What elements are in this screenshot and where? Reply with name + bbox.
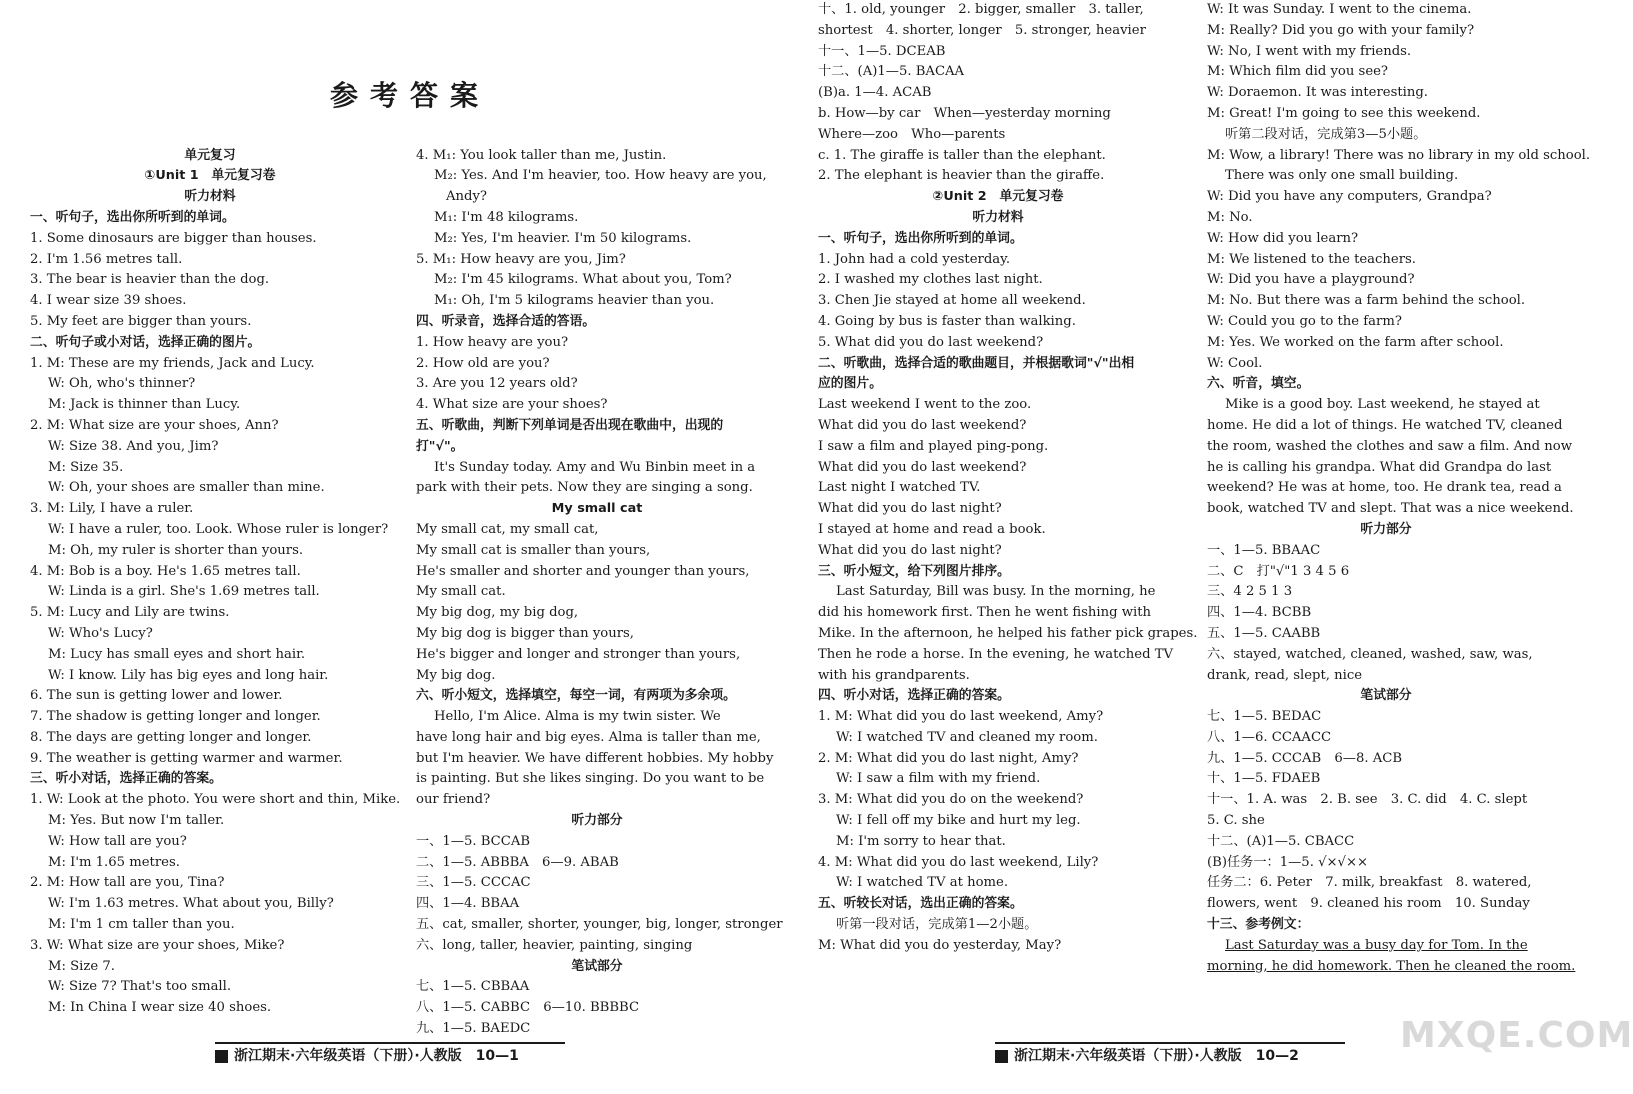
text-line: M: I'm 1.65 metres. [48, 854, 180, 870]
text-line: 听力部分 [571, 813, 623, 829]
answer-column-4 [1207, 0, 1591, 977]
text-line: 7. The shadow is getting longer and longer. [30, 709, 321, 725]
text-line: shortest 4. shorter, longer 5. stronger, heavier [818, 22, 1146, 38]
text-line: (B)任务一：1—5. √×√×× [1207, 854, 1369, 870]
answer-column-3 [818, 0, 1198, 957]
footer-text: 浙江期末·六年级英语（下册）·人教版 10—2 [1014, 1048, 1299, 1064]
text-line: 8. The days are getting longer and longer. [30, 729, 312, 745]
text-line: with his grandparents. [818, 667, 970, 683]
text-line: Last weekend I went to the zoo. [818, 397, 1032, 413]
text-line: 十、1. old, younger 2. bigger, smaller 3. taller, [818, 2, 1144, 17]
text-line: 二、C 打"√"1 3 4 5 6 [1207, 563, 1350, 579]
text-line: 4. M₁: You look taller than me, Justin. [416, 147, 667, 163]
text-line: 六、stayed, watched, cleaned, washed, saw, was, [1207, 646, 1533, 662]
text-line: 5. What did you do last weekend? [818, 334, 1044, 350]
text-line: 十二、(A)1—5. CBACC [1207, 833, 1355, 849]
text-line: 4. What size are your shoes? [416, 397, 608, 413]
text-line: W: Doraemon. It was interesting. [1207, 85, 1428, 101]
text-line: W: Oh, who's thinner? [48, 376, 196, 392]
text-line: 十一、1—5. DCEAB [818, 43, 946, 59]
text-line: home. He did a lot of things. He watched TV, cleaned [1207, 417, 1563, 433]
text-line: 四、1—4. BCBB [1207, 605, 1312, 621]
text-line: 一、听句子，选出你所听到的单词。 [818, 230, 1023, 246]
text-line: 1. M: These are my friends, Jack and Lucy. [30, 355, 315, 371]
text-line: W: Did you have any computers, Grandpa? [1207, 189, 1492, 205]
text-line: 2. M: What did you do last night, Amy? [818, 750, 1079, 766]
text-line: 十三、参考例文： [1207, 917, 1310, 933]
text-line: M: I'm sorry to hear that. [836, 833, 1006, 849]
text-line: 十、1—5. FDAEB [1207, 771, 1321, 787]
text-line: 1. Some dinosaurs are bigger than houses. [30, 230, 317, 246]
text-line: 听力材料 [972, 209, 1024, 225]
text-line: M: What did you do yesterday, May? [818, 937, 1062, 953]
text-line: 打"√"。 [416, 438, 464, 454]
text-line: 4. Going by bus is faster than walking. [818, 313, 1076, 329]
text-line: 4. I wear size 39 shoes. [30, 293, 187, 309]
text-line: M: Which film did you see? [1207, 64, 1388, 80]
text-line: W: Could you go to the farm? [1207, 313, 1402, 329]
text-line: M: In China I wear size 40 shoes. [48, 1000, 272, 1016]
text-line: 听第一段对话，完成第1—2小题。 [836, 917, 1038, 933]
text-line: 2. M: How tall are you, Tina? [30, 875, 225, 891]
text-line: W: I know. Lily has big eyes and long hair. [48, 667, 329, 683]
text-line: 3. M: Lily, I have a ruler. [30, 501, 194, 517]
text-line: 2. The elephant is heavier than the giraffe. [818, 168, 1105, 184]
text-line: M₂: Yes. And I'm heavier, too. How heavy are you, [434, 168, 767, 184]
text-line: W: It was Sunday. I went to the cinema. [1207, 2, 1472, 17]
text-line: W: I'm 1.63 metres. What about you, Billy? [48, 896, 334, 912]
text-line: 五、1—5. CAABB [1207, 625, 1321, 641]
text-line: M: Oh, my ruler is shorter than yours. [48, 542, 304, 558]
text-line: Where—zoo Who—parents [818, 126, 1006, 142]
text-line: ①Unit 1 单元复习卷 [144, 168, 276, 184]
answer-column-2 [416, 0, 783, 1040]
text-line: I stayed at home and read a book. [818, 521, 1046, 537]
text-line: 三、1—5. CCCAC [416, 875, 531, 891]
text-line: 二、听歌曲，选择合适的歌曲题目，并根据歌词"√"出相 [818, 355, 1135, 371]
text-line: Mike is a good boy. Last weekend, he stayed at [1225, 397, 1540, 413]
text-line: 任务二：6. Peter 7. milk, breakfast 8. watered, [1207, 875, 1532, 891]
text-line: Last night I watched TV. [818, 480, 981, 496]
text-line: flowers, went 9. cleaned his room 10. Sunday [1207, 896, 1530, 912]
text-line: W: I have a ruler, too. Look. Whose ruler is longer? [48, 521, 389, 537]
text-line: b. How—by car When—yesterday morning [818, 105, 1111, 121]
text-line: 3. M: What did you do on the weekend? [818, 792, 1084, 808]
text-line: 2. I washed my clothes last night. [818, 272, 1043, 288]
text-line: 9. The weather is getting warmer and warmer. [30, 750, 343, 766]
text-line: My small cat [551, 501, 643, 517]
text-line: 九、1—5. BAEDC [416, 1021, 531, 1037]
text-line: 九、1—5. CCCAB 6—8. ACB [1207, 750, 1403, 766]
text-line: M: Jack is thinner than Lucy. [48, 397, 241, 413]
text-line: 二、1—5. ABBBA 6—9. ABAB [416, 854, 619, 870]
text-line: M: Lucy has small eyes and short hair. [48, 646, 306, 662]
text-line: park with their pets. Now they are singing a song. [416, 480, 753, 496]
text-line: My small cat, my small cat, [416, 521, 599, 537]
text-line [416, 104, 778, 125]
text-line: W: Linda is a girl. She's 1.69 metres tall. [48, 584, 320, 600]
text-line: 三、4 2 5 1 3 [1207, 584, 1293, 600]
text-line: W: Who's Lucy? [48, 625, 153, 641]
page-footer-left [215, 1042, 565, 1068]
text-line: M: No. But there was a farm behind the school. [1207, 293, 1526, 309]
text-line: 6. The sun is getting lower and lower. [30, 688, 283, 704]
text-line: M₂: I'm 45 kilograms. What about you, Tom? [434, 272, 732, 288]
text-line: My big dog is bigger than yours, [416, 625, 634, 641]
text-line: 3. Are you 12 years old? [416, 376, 578, 392]
watermark: MXQE.COM [1400, 1015, 1633, 1056]
text-line: book, watched TV and slept. That was a nice weekend. [1207, 501, 1574, 517]
text-line [30, 83, 390, 104]
text-line: have long hair and big eyes. Alma is taller than me, [416, 729, 761, 745]
text-line: W: I fell off my bike and hurt my leg. [836, 813, 1081, 829]
text-line: 3. Chen Jie stayed at home all weekend. [818, 293, 1086, 309]
text-line: 八、1—6. CCAACC [1207, 729, 1332, 745]
text-line: He's smaller and shorter and younger than yours, [416, 563, 750, 579]
text-line: 三、听小短文，给下列图片排序。 [818, 563, 1010, 579]
text-line: 七、1—5. CBBAA [416, 979, 530, 995]
text-line [30, 42, 390, 63]
text-line: M₂: Yes, I'm heavier. I'm 50 kilograms. [434, 230, 692, 246]
answer-column-1 [30, 0, 401, 1019]
text-line: he is calling his grandpa. What did Grandpa do last [1207, 459, 1552, 475]
text-line: M₁: I'm 48 kilograms. [434, 209, 579, 225]
text-line: ②Unit 2 单元复习卷 [932, 189, 1064, 205]
text-line: M: No. [1207, 209, 1253, 225]
text-line: 五、听歌曲，判断下列单词是否出现在歌曲中，出现的 [416, 417, 724, 433]
text-line: 4. M: What did you do last weekend, Lily? [818, 854, 1099, 870]
text-line: W: How tall are you? [48, 833, 187, 849]
text-line: He's bigger and longer and stronger than yours, [416, 646, 741, 662]
text-line: 5. M: Lucy and Lily are twins. [30, 605, 230, 621]
text-line: 四、听小对话，选择正确的答案。 [818, 688, 1010, 704]
text-line: 三、听小对话，选择正确的答案。 [30, 771, 222, 787]
text-line: Hello, I'm Alice. Alma is my twin sister. We [434, 709, 721, 725]
text-line: 六、long, taller, heavier, painting, singing [416, 937, 693, 953]
text-line: What did you do last weekend? [818, 417, 1027, 433]
text-line: W: No, I went with my friends. [1207, 43, 1412, 59]
text-line: 5. C. she [1207, 813, 1265, 829]
text-line [416, 62, 778, 83]
text-line: 单元复习 [184, 147, 236, 163]
text-line: 2. How old are you? [416, 355, 550, 371]
text-line: My big dog, my big dog, [416, 605, 579, 621]
text-line: 一、听句子，选出你所听到的单词。 [30, 209, 235, 225]
text-line: 五、cat, smaller, shorter, younger, big, longer, stronger [416, 917, 783, 933]
footer-text: 浙江期末·六年级英语（下册）·人教版 10—1 [234, 1048, 519, 1064]
text-line: What did you do last night? [818, 542, 1002, 558]
text-line: morning, he did homework. Then he cleaned the room. [1207, 958, 1576, 974]
text-line: M: Wow, a library! There was no library in my old school. [1207, 147, 1591, 163]
text-line: 3. The bear is heavier than the dog. [30, 272, 270, 288]
text-line: I saw a film and played ping-pong. [818, 438, 1049, 454]
text-line: M: I'm 1 cm taller than you. [48, 917, 235, 933]
text-line: 十二、(A)1—5. BACAA [818, 64, 965, 80]
text-line: 二、听句子或小对话，选择正确的图片。 [30, 334, 261, 350]
text-line: 5. My feet are bigger than yours. [30, 313, 252, 329]
text-line: 六、听音，填空。 [1207, 376, 1310, 392]
text-line: 听第二段对话，完成第3—5小题。 [1225, 126, 1427, 142]
text-line: W: I saw a film with my friend. [836, 771, 1041, 787]
text-line: W: Size 38. And you, Jim? [48, 438, 219, 454]
text-line [30, 125, 390, 146]
text-line [416, 21, 778, 42]
text-line: What did you do last night? [818, 501, 1002, 517]
text-line: 六、听小短文，选择填空，每空一词，有两项为多余项。 [416, 688, 736, 704]
text-line: M: Really? Did you go with your family? [1207, 22, 1475, 38]
text-line: 1. M: What did you do last weekend, Amy? [818, 709, 1104, 725]
text-line: our friend? [416, 792, 491, 808]
text-line: 听力部分 [1360, 521, 1412, 537]
footer-mark-icon [995, 1050, 1008, 1063]
text-line: 四、1—4. BBAA [416, 896, 520, 912]
page-title: 参考答案 [329, 79, 490, 112]
text-line: 1. W: Look at the photo. You were short and thin, Mike. [30, 792, 401, 808]
text-line: 5. M₁: How heavy are you, Jim? [416, 251, 626, 267]
text-line: 一、1—5. BCCAB [416, 833, 531, 849]
text-line: M: Great! I'm going to see this weekend. [1207, 105, 1481, 121]
text-line: 八、1—5. CABBC 6—10. BBBBC [416, 1000, 640, 1016]
text-line [416, 83, 778, 104]
text-line [30, 0, 390, 21]
text-line: drank, read, slept, nice [1207, 667, 1363, 683]
text-line: W: How did you learn? [1207, 230, 1359, 246]
text-line: 笔试部分 [571, 958, 623, 974]
text-line: W: Cool. [1207, 355, 1263, 371]
text-line: 应的图片。 [818, 376, 882, 392]
text-line: M: Size 7. [48, 958, 115, 974]
text-line: Mike. In the afternoon, he helped his father pick grapes. [818, 625, 1198, 641]
footer-mark-icon [215, 1050, 228, 1063]
text-line: My big dog. [416, 667, 496, 683]
text-line: What did you do last weekend? [818, 459, 1027, 475]
text-line: c. 1. The giraffe is taller than the elephant. [818, 147, 1106, 163]
text-line: 2. M: What size are your shoes, Ann? [30, 417, 279, 433]
text-line: Then he rode a horse. In the evening, he watched TV [818, 646, 1174, 662]
text-line: 五、听较长对话，选出正确的答案。 [818, 896, 1023, 912]
text-line [416, 0, 778, 21]
text-line: W: Did you have a playground? [1207, 272, 1415, 288]
text-line: 四、听录音，选择合适的答语。 [416, 313, 596, 329]
text-line [30, 104, 390, 125]
text-line: is painting. But she likes singing. Do you want to be [416, 771, 765, 787]
text-line: 十一、1. A. was 2. B. see 3. C. did 4. C. slept [1207, 792, 1528, 808]
text-line: (B)a. 1—4. ACAB [818, 85, 932, 101]
text-line: There was only one small building. [1225, 168, 1459, 184]
text-line: but I'm heavier. We have different hobbies. My hobby [416, 750, 774, 766]
text-line: M: Yes. We worked on the farm after school. [1207, 334, 1504, 350]
text-line: 1. How heavy are you? [416, 334, 569, 350]
text-line: Last Saturday, Bill was busy. In the morning, he [836, 584, 1156, 600]
text-line: 一、1—5. BBAAC [1207, 542, 1321, 558]
text-line: did his homework first. Then he went fishing with [818, 605, 1152, 621]
text-line: W: Oh, your shoes are smaller than mine. [48, 480, 325, 496]
text-line: M: Size 35. [48, 459, 124, 475]
text-line: 2. I'm 1.56 metres tall. [30, 251, 183, 267]
text-line [416, 125, 778, 146]
text-line: 4. M: Bob is a boy. He's 1.65 metres tall. [30, 563, 301, 579]
text-line: M: Yes. But now I'm taller. [48, 813, 225, 829]
text-line: weekend? He was at home, too. He drank tea, read a [1207, 480, 1562, 496]
text-line: W: I watched TV at home. [836, 875, 1009, 891]
text-line: W: Size 7? That's too small. [48, 979, 232, 995]
text-line: My small cat. [416, 584, 506, 600]
text-line: W: I watched TV and cleaned my room. [836, 729, 1098, 745]
text-line: Last Saturday was a busy day for Tom. In the [1225, 937, 1528, 953]
text-line: 听力材料 [184, 189, 236, 205]
text-line: 1. John had a cold yesterday. [818, 251, 1011, 267]
page-footer-right [995, 1042, 1345, 1068]
text-line: 笔试部分 [1360, 688, 1412, 704]
text-line: 3. W: What size are your shoes, Mike? [30, 937, 285, 953]
text-line: the room, washed the clothes and saw a film. And now [1207, 438, 1573, 454]
text-line: My small cat is smaller than yours, [416, 542, 651, 558]
text-line [416, 42, 778, 63]
text-line: It's Sunday today. Amy and Wu Binbin meet in a [434, 459, 756, 475]
text-line: M: We listened to the teachers. [1207, 251, 1416, 267]
text-line [30, 62, 390, 83]
text-line: Andy? [446, 189, 487, 205]
text-line: M₁: Oh, I'm 5 kilograms heavier than you. [434, 293, 715, 309]
text-line: 七、1—5. BEDAC [1207, 709, 1322, 725]
text-line [30, 21, 390, 42]
